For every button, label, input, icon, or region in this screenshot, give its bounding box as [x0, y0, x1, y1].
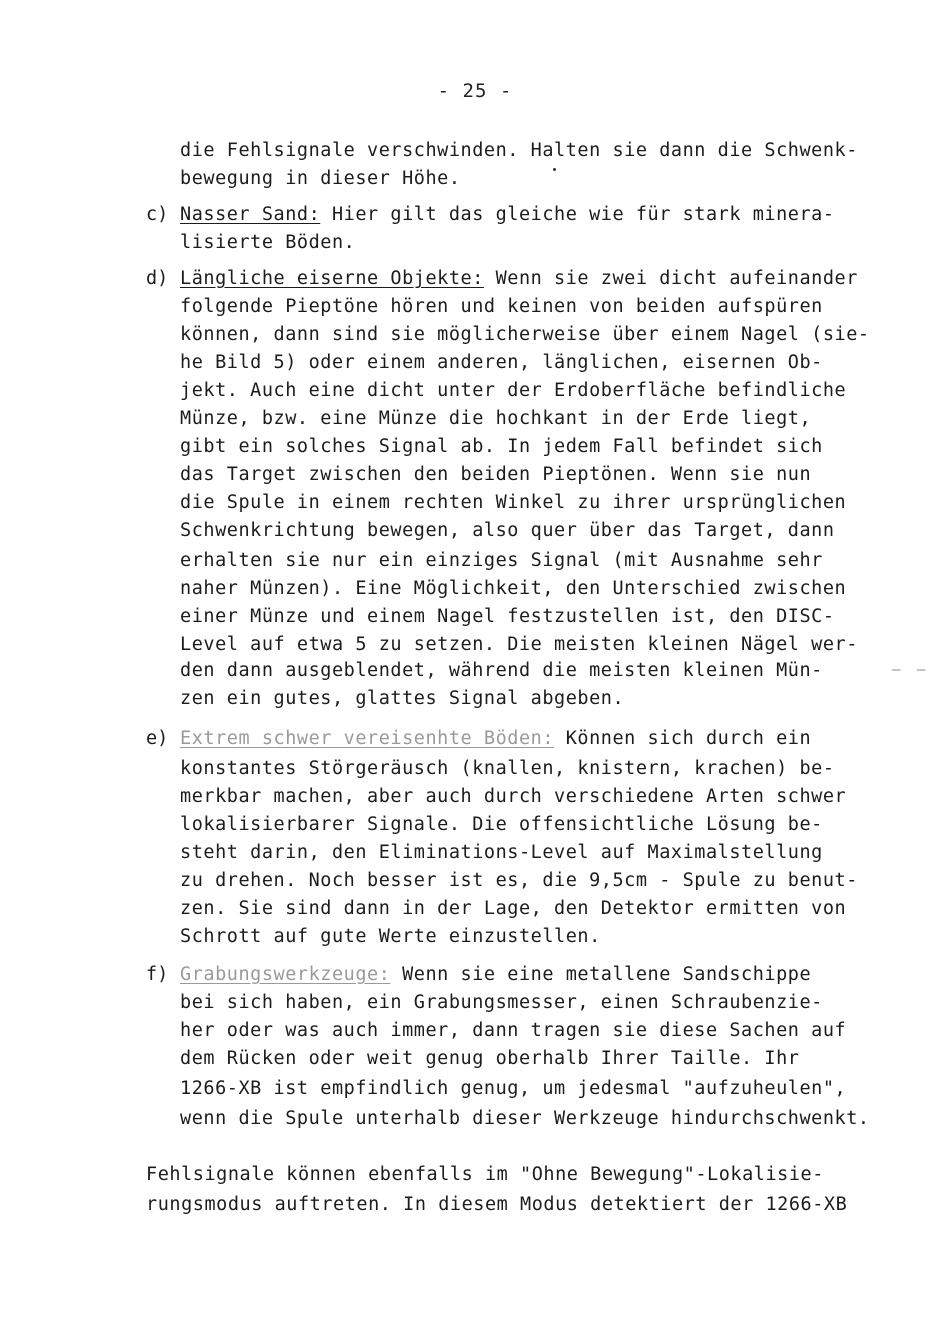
item-c-line-2: lisierte Böden.	[180, 232, 356, 253]
item-d-marker: d)	[146, 268, 169, 289]
item-f-line-1	[180, 964, 811, 986]
item-e-line: steht darin, den Eliminations-Level auf Maximalstellung	[180, 842, 823, 863]
item-f-line: bei sich haben, ein Grabungsmesser, einen Schraubenzie-	[180, 992, 823, 1013]
item-e-line: merkbar machen, aber auch durch verschiedene Arten schwer	[180, 786, 847, 807]
item-d-line: die Spule in einem rechten Winkel zu ihrer ursprünglichen	[180, 492, 847, 513]
item-d-text: Wenn sie zwei dicht aufeinander	[483, 268, 858, 289]
footer-line-2: rungsmodus auftreten. In diesem Modus detektiert der 1266-XB	[146, 1194, 848, 1215]
item-d-line-1	[180, 268, 858, 290]
item-d-line: Level auf etwa 5 zu setzen. Die meisten kleinen Nägel wer-	[180, 634, 858, 655]
item-d-line: das Target zwischen den beiden Pieptönen. Wenn sie nun	[180, 464, 812, 485]
item-d-line: Münze, bzw. eine Münze die hochkant in der Erde liegt,	[180, 408, 812, 429]
item-d-line: den dann ausgeblendet, während die meisten kleinen Mün-	[180, 660, 823, 681]
item-e-line: zu drehen. Noch besser ist es, die 9,5cm - Spule zu benut-	[180, 870, 858, 891]
item-d-line: können, dann sind sie möglicherweise über einem Nagel (sie-	[180, 324, 870, 345]
item-c-line-1	[180, 204, 835, 226]
item-e-line: konstantes Störgeräusch (knallen, knistern, krachen) be-	[180, 758, 835, 779]
item-d-line: erhalten sie nur ein einziges Signal (mit Ausnahme sehr	[180, 550, 823, 571]
page-number: - 25 -	[437, 80, 513, 102]
item-e-marker: e)	[146, 728, 169, 749]
item-e-line: Schrott auf gute Werte einzustellen.	[180, 926, 601, 947]
margin-dash: — —	[892, 662, 930, 678]
item-f-line: her oder was auch immer, dann tragen sie diese Sachen auf	[180, 1020, 847, 1041]
item-d-line: he Bild 5) oder einem anderen, länglichen, eisernen Ob-	[180, 352, 823, 373]
item-d-heading: Längliche eiserne Objekte:	[180, 268, 484, 289]
item-e-heading: Extrem schwer vereisenhte Böden:	[180, 728, 555, 749]
item-f-heading: Grabungswerkzeuge:	[180, 964, 391, 985]
item-d-line: folgende Pieptöne hören und keinen von beiden aufspüren	[180, 296, 823, 317]
item-f-line: wenn die Spule unterhalb dieser Werkzeuge hindurchschwenkt.	[180, 1108, 870, 1129]
stray-dot	[553, 168, 556, 171]
item-e-text: Können sich durch ein	[554, 728, 812, 749]
item-d-line: Schwenkrichtung bewegen, also quer über das Target, dann	[180, 520, 835, 541]
item-f-text: Wenn sie eine metallene Sandschippe	[390, 964, 812, 985]
footer-line-1: Fehlsignale können ebenfalls im "Ohne Bewegung"-Lokalisie-	[146, 1164, 824, 1185]
intro-line-2: bewegung in dieser Höhe.	[180, 168, 461, 189]
item-d-line: gibt ein solches Signal ab. In jedem Fall befindet sich	[180, 436, 823, 457]
item-e-line: zen. Sie sind dann in der Lage, den Detektor ermitten von	[180, 898, 847, 919]
item-c-heading: Nasser Sand:	[180, 204, 321, 225]
item-d-line: jekt. Auch eine dicht unter der Erdoberfläche befindliche	[180, 380, 847, 401]
item-e-line-1	[180, 728, 811, 750]
item-c-marker: c)	[146, 204, 169, 225]
intro-line-1: die Fehlsignale verschwinden. Halten sie dann die Schwenk-	[180, 140, 858, 161]
item-f-marker: f)	[146, 964, 169, 985]
item-d-line: einer Münze und einem Nagel festzustellen ist, den DISC-	[180, 606, 835, 627]
item-e-line: lokalisierbarer Signale. Die offensichtliche Lösung be-	[180, 814, 823, 835]
item-f-line: dem Rücken oder weit genug oberhalb Ihrer Taille. Ihr	[180, 1048, 800, 1069]
item-d-line: zen ein gutes, glattes Signal abgeben.	[180, 688, 625, 709]
item-d-line: naher Münzen). Eine Möglichkeit, den Unterschied zwischen	[180, 578, 847, 599]
item-f-line: 1266-XB ist empfindlich genug, um jedesmal "aufzuheulen",	[180, 1078, 847, 1099]
item-c-text: Hier gilt das gleiche wie für stark minera-	[320, 204, 835, 225]
